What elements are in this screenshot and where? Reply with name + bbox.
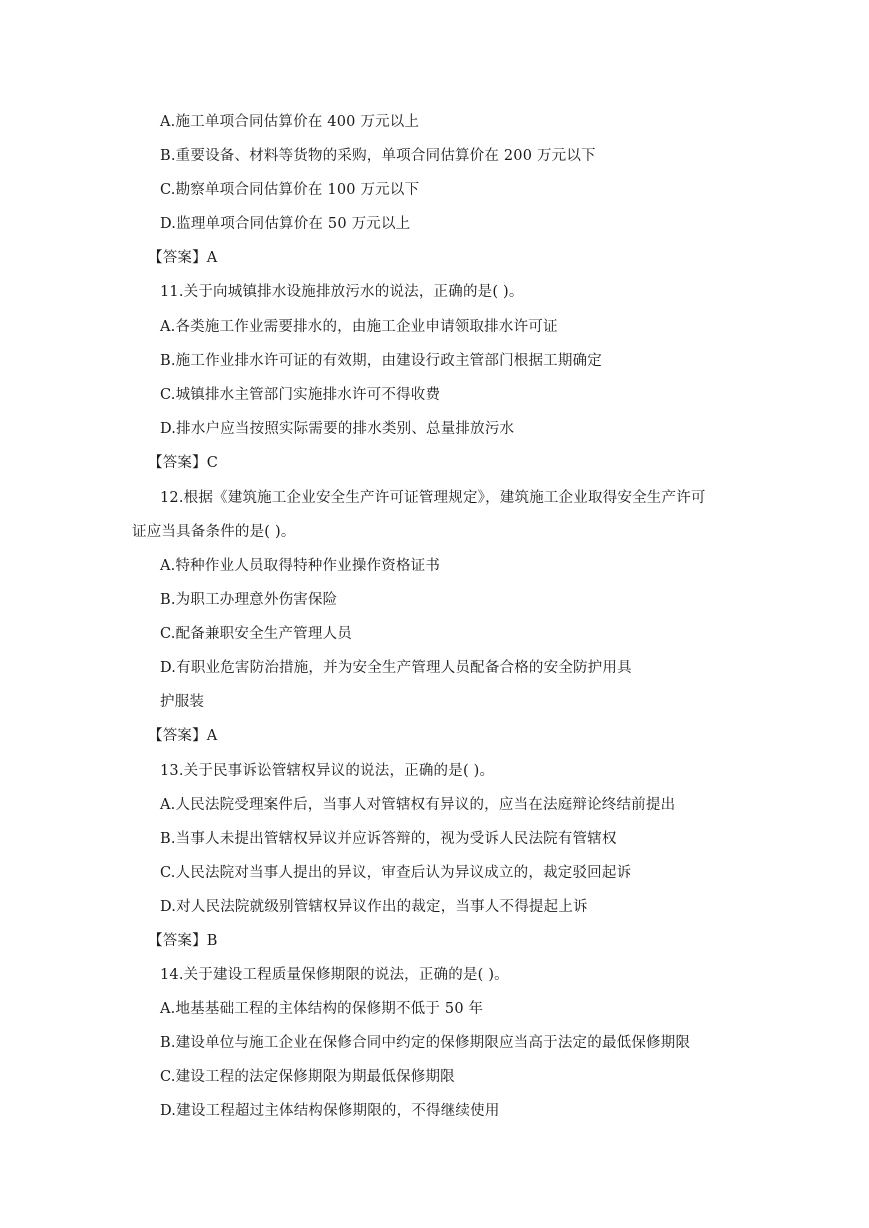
q14-option-b: B.建设单位与施工企业在保修合同中约定的保修期限应当高于法定的最低保修期限 [160, 1035, 691, 1051]
q11-stem: 11.关于向城镇排水设施排放污水的说法，正确的是( )。 [160, 284, 524, 300]
q11-option-c: C.城镇排水主管部门实施排水许可不得收费 [160, 387, 441, 403]
q10-option-d: D.监理单项合同估算价在 50 万元以上 [160, 216, 411, 232]
q10-option-a: A.施工单项合同估算价在 400 万元以上 [160, 114, 420, 130]
q12-option-a: A.特种作业人员取得特种作业操作资格证书 [160, 558, 441, 574]
q14-option-d: D.建设工程超过主体结构保修期限的，不得继续使用 [160, 1103, 500, 1119]
q13-option-d: D.对人民法院就级别管辖权异议作出的裁定，当事人不得提起上诉 [160, 899, 588, 915]
q12-option-b: B.为职工办理意外伤害保险 [160, 592, 338, 608]
q14-option-c: C.建设工程的法定保修期限为期最低保修期限 [160, 1069, 455, 1085]
q12-stem-line1: 12.根据《建筑施工企业安全生产许可证管理规定》，建筑施工企业取得安全生产许可 [160, 490, 706, 506]
q12-stem-line2: 证应当具备条件的是( )。 [132, 524, 296, 540]
q12-option-c: C.配备兼职安全生产管理人员 [160, 626, 352, 642]
q11-option-d: D.排水户应当按照实际需要的排水类别、总量排放污水 [160, 421, 515, 437]
q10-option-b: B.重要设备、材料等货物的采购，单项合同估算价在 200 万元以下 [160, 148, 596, 164]
q13-stem: 13.关于民事诉讼管辖权异议的说法，正确的是( )。 [160, 763, 495, 779]
q14-stem: 14.关于建设工程质量保修期限的说法，正确的是( )。 [160, 967, 509, 983]
q11-option-b: B.施工作业排水许可证的有效期，由建设行政主管部门根据工期确定 [160, 353, 602, 369]
q12-option-d-line1: D.有职业危害防治措施，并为安全生产管理人员配备合格的安全防护用具 [160, 660, 632, 676]
q13-answer: 【答案】B [148, 933, 218, 949]
q10-option-c: C.勘察单项合同估算价在 100 万元以下 [160, 182, 420, 198]
q13-option-a: A.人民法院受理案件后，当事人对管辖权有异议的，应当在法庭辩论终结前提出 [160, 797, 676, 813]
q14-option-a: A.地基基础工程的主体结构的保修期不低于 50 年 [160, 1001, 484, 1017]
q10-answer: 【答案】A [148, 250, 218, 266]
q12-option-d-line2: 护服装 [160, 694, 205, 710]
q13-option-b: B.当事人未提出管辖权异议并应诉答辩的，视为受诉人民法院有管辖权 [160, 831, 617, 847]
q12-answer: 【答案】A [148, 728, 218, 744]
q11-answer: 【答案】C [148, 455, 219, 471]
q13-option-c: C.人民法院对当事人提出的异议，审查后认为异议成立的，裁定驳回起诉 [160, 865, 632, 881]
q11-option-a: A.各类施工作业需要排水的，由施工企业申请领取排水许可证 [160, 319, 558, 335]
